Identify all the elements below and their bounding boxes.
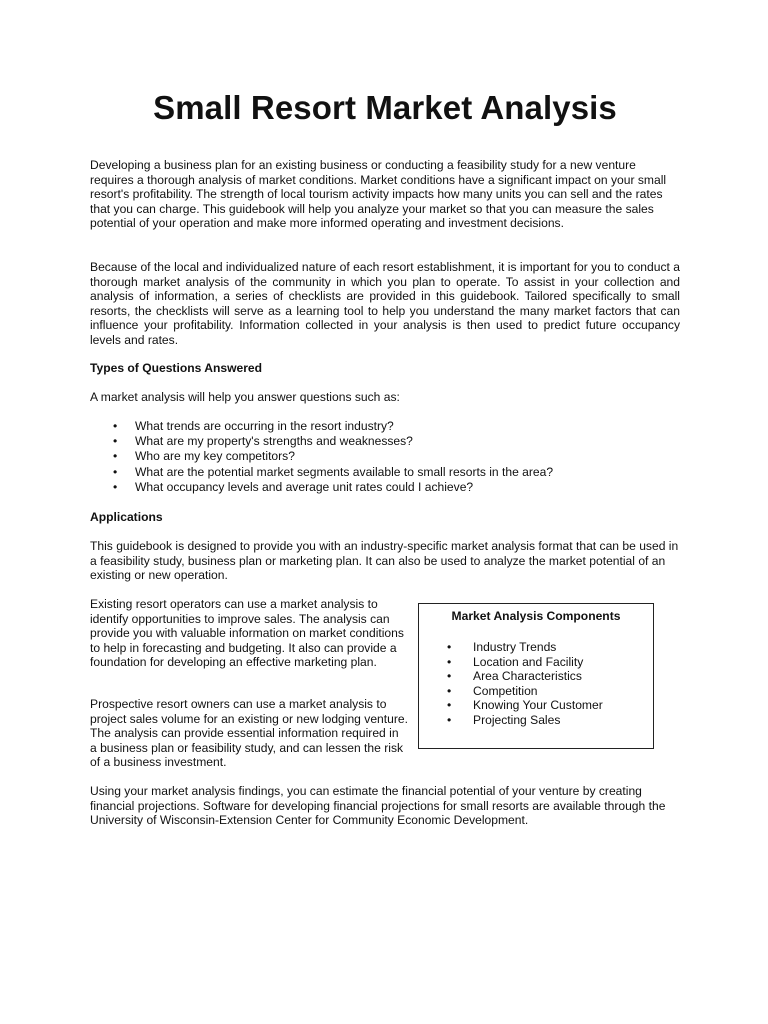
list-item: • Who are my key competitors?: [113, 449, 295, 464]
list-item: • Projecting Sales: [447, 712, 561, 727]
applications-paragraph-1: This guidebook is designed to provide you with an industry-specific market analysis format that can be used in a feasibility study, business plan or marketing plan. It can also be used to analyze the market potential of an existing or new operation.: [90, 539, 679, 583]
bullet-icon: •: [447, 654, 452, 669]
bullet-icon: •: [447, 712, 452, 727]
applications-paragraph-2: Existing resort operators can use a market analysis to identify opportunities to improve sales. The analysis can provide you with valuable information on market conditions to help in forecasting and budgeting. It also can provide a foundation for developing an effective marketing plan.: [90, 597, 404, 670]
questions-list: [113, 419, 553, 495]
bullet-icon: •: [447, 640, 452, 654]
intro-paragraph-1: Developing a business plan for an existing business or conducting a feasibility study for a new venture requires a thorough analysis of market conditions. Market conditions have a significant impact on your small resort's profitability. The strength of local tourism activity impacts how many units you can sell and the rates that you can charge. This guidebook will help you analyze your market so that you can measure the sales potential of your operation and make more informed operating and investment decisions.: [90, 158, 667, 231]
questions-heading: Types of Questions Answered: [90, 361, 263, 375]
applications-paragraph-3: Prospective resort owners can use a market analysis to project sales volume for an existing or new lodging venture. The analysis can provide essential information required in a business plan or feasibility study, and can lessen the risk of a business investment.: [90, 697, 408, 770]
applications-heading: Applications: [90, 510, 163, 524]
list-item: • Knowing Your Customer: [447, 698, 603, 712]
bullet-icon: •: [447, 669, 452, 683]
bullet-icon: •: [113, 434, 118, 449]
list-item: • What trends are occurring in the resort industry?: [113, 419, 394, 433]
list-item: • What occupancy levels and average unit rates could I achieve?: [113, 479, 474, 494]
bullet-icon: •: [113, 464, 118, 479]
components-list: [447, 640, 603, 727]
list-item: • Location and Facility: [447, 654, 584, 669]
bullet-icon: •: [113, 479, 118, 494]
questions-lead: A market analysis will help you answer questions such as:: [90, 390, 400, 404]
list-item: • What are the potential market segments available to small resorts in the area?: [113, 464, 554, 479]
list-item: • Area Characteristics: [447, 669, 582, 683]
bullet-icon: •: [447, 698, 452, 712]
list-item: • What are my property's strengths and weaknesses?: [113, 434, 413, 449]
bullet-icon: •: [113, 449, 118, 464]
list-item: • Competition: [447, 683, 538, 698]
applications-paragraph-4: Using your market analysis findings, you can estimate the financial potential of your venture by creating financial projections. Software for developing financial projections for small resorts are available through the University of Wisconsin-Extension Center for Community Economic Development.: [90, 784, 666, 828]
bullet-icon: •: [447, 683, 452, 698]
page-title: Small Resort Market Analysis: [153, 89, 617, 126]
list-item: • Industry Trends: [447, 640, 557, 654]
bullet-icon: •: [113, 419, 118, 433]
intro-paragraph-2: Because of the local and individualized nature of each resort establishment, it is important for you to conduct a thorough market analysis of the community in which you plan to operate. To assist in your collection and analysis of information, a series of checklists are provided in this guidebook. Tailored specifically to small resorts, the checklists will serve as a learning tool to help you understand the many market factors that can influence your profitability. Information collected in your analysis is then used to predict future occupancy levels and rates.: [90, 260, 680, 347]
components-box: [418, 603, 654, 749]
components-box-title: Market Analysis Components: [451, 609, 621, 623]
